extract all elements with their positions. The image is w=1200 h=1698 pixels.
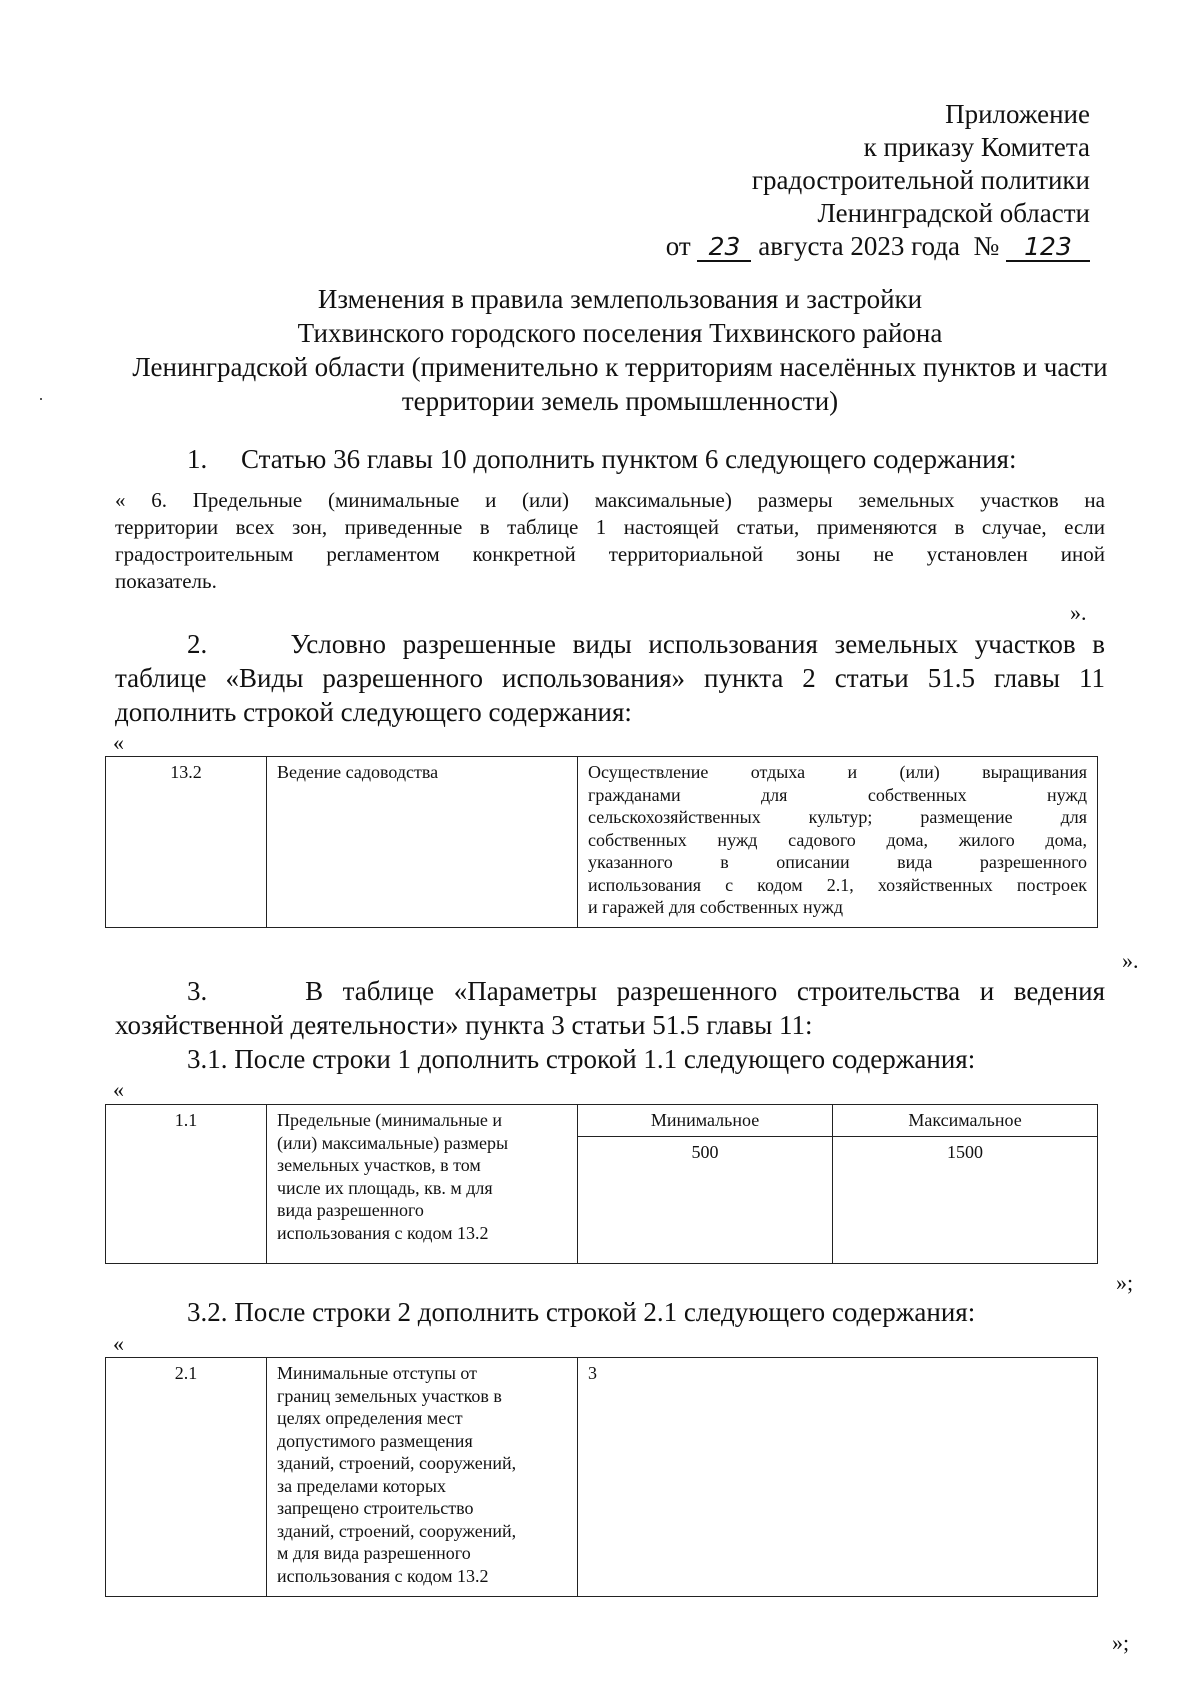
from-label: от	[665, 231, 691, 261]
header-date-number	[490, 230, 1090, 263]
parameter-line: использования с кодом 13.2	[277, 1565, 489, 1586]
opening-quote: «	[113, 730, 124, 755]
header-line-appendix: Приложение	[945, 99, 1090, 129]
item-1-quote-line: показатель.	[115, 569, 217, 593]
description-line: Осуществление отдыха и (или) выращивания	[588, 762, 1087, 782]
parameter-line: запрещено строительство	[277, 1498, 474, 1518]
description-line: сельскохозяйственных культур; размещение для	[588, 807, 1087, 827]
title-line: Ленинградской области (применительно к территориям населённых пунктов и части	[132, 352, 1108, 382]
title-line: территории земель промышленности)	[401, 386, 839, 416]
title-line: Изменения в правила землепользования и застройки	[317, 284, 923, 314]
closing-quote: »;	[1116, 1270, 1134, 1295]
description-cell	[578, 757, 1098, 928]
parameter-cell	[267, 1105, 578, 1264]
parameter-line: числе их площадь, кв. м для	[277, 1177, 493, 1198]
item-1-quote-line: « 6. Предельные (минимальные и (или) максимальные) размеры земельных участков на	[115, 488, 1105, 512]
parameter-line: за пределами которых	[277, 1475, 446, 1496]
scan-speck	[40, 398, 42, 400]
parameter-line: допустимого размещения	[277, 1430, 473, 1451]
header-line-region: Ленинградской области	[817, 198, 1090, 228]
opening-quote: «	[113, 1331, 124, 1356]
description-line: гражданами для собственных нужд	[588, 784, 1087, 805]
item-3-subitem-2: 3.2. После строки 2 дополнить строкой 2.1 следующего содержания:	[187, 1297, 976, 1327]
parameter-line: (или) максимальные) размеры	[277, 1132, 509, 1153]
parameter-cell	[267, 1358, 578, 1597]
item-text: Условно разрешенные виды использования земельных участков в	[290, 629, 1105, 659]
closing-quote: ».	[1122, 948, 1139, 973]
usage-types-table	[105, 756, 1098, 928]
setback-parameters-table	[105, 1357, 1098, 1597]
parameter-line: зданий, строений, сооружений,	[277, 1520, 517, 1541]
item-1-heading	[187, 443, 1087, 476]
parameter-line: зданий, строений, сооружений,	[277, 1453, 517, 1473]
approval-header	[490, 98, 1090, 263]
item-3-line: хозяйственной деятельности» пункта 3 статьи 51.5 главы 11:	[115, 1010, 813, 1040]
max-value-cell: 1500	[833, 1136, 1098, 1264]
code-cell: 13.2	[106, 757, 267, 928]
parameter-line: Предельные (минимальные и	[277, 1110, 503, 1130]
parameter-line: земельных участков, в том	[277, 1155, 481, 1175]
item-number: 1.	[187, 444, 208, 474]
parameter-line: Минимальные отступы от	[277, 1363, 478, 1383]
header-line-order: к приказу Комитета	[863, 132, 1090, 162]
item-1-quote-line: территории всех зон, приведенные в таблице 1 настоящей статьи, применяются в случае, если	[115, 515, 1105, 539]
code-cell: 2.1	[106, 1358, 267, 1597]
parameter-line: границ земельных участков в	[277, 1385, 502, 1406]
header-line-committee: градостроительной политики	[751, 165, 1090, 195]
closing-quote: »;	[1112, 1630, 1130, 1655]
item-text: В таблице «Параметры разрешенного строительства и ведения	[305, 976, 1105, 1006]
size-parameters-table	[105, 1104, 1098, 1264]
description-line: и гаражей для собственных нужд	[588, 897, 843, 917]
description-line: собственных нужд садового дома, жилого дома,	[588, 829, 1087, 850]
month-year: августа 2023 года	[758, 231, 960, 261]
min-header-cell: Минимальное	[578, 1105, 833, 1137]
item-2-line	[187, 628, 1105, 661]
table-row	[106, 1105, 1098, 1137]
number-label: №	[973, 231, 1000, 261]
table-row	[106, 757, 1098, 928]
item-1-quote-line: градостроительным регламентом конкретной территориальной зоны не установлен иной	[115, 542, 1105, 566]
closing-quote: ».	[1070, 600, 1087, 625]
parameter-line: вида разрешенного	[277, 1200, 424, 1220]
min-value-cell: 500	[578, 1136, 833, 1264]
parameter-line: целях определения мест	[277, 1408, 463, 1428]
value-cell: 3	[578, 1358, 1098, 1597]
item-2-line: дополнить строкой следующего содержания:	[115, 697, 632, 727]
opening-quote: «	[113, 1077, 124, 1102]
item-3-subitem-1: 3.1. После строки 1 дополнить строкой 1.1 следующего содержания:	[187, 1044, 976, 1074]
table-row	[106, 1358, 1098, 1597]
name-cell: Ведение садоводства	[267, 757, 578, 928]
max-header-cell: Максимальное	[833, 1105, 1098, 1137]
item-number: 2.	[187, 629, 208, 659]
parameter-line: м для вида разрешенного	[277, 1543, 471, 1563]
parameter-line: использования с кодом 13.2	[277, 1222, 489, 1243]
code-cell: 1.1	[106, 1105, 267, 1264]
description-line: указанного в описании вида разрешенного	[588, 852, 1087, 872]
item-3-line	[187, 975, 1105, 1008]
item-2-line: таблице «Виды разрешенного использования» пункта 2 статьи 51.5 главы 11	[115, 663, 1105, 693]
item-text: Статью 36 главы 10 дополнить пунктом 6 следующего содержания:	[241, 444, 1017, 474]
document-title	[100, 282, 1140, 418]
handwritten-number: 123	[1006, 233, 1090, 262]
title-line: Тихвинского городского поселения Тихвинского района	[297, 318, 943, 348]
description-line: использования с кодом 2.1, хозяйственных построек	[588, 874, 1087, 895]
handwritten-day: 23	[697, 233, 751, 262]
item-number: 3.	[187, 976, 208, 1006]
